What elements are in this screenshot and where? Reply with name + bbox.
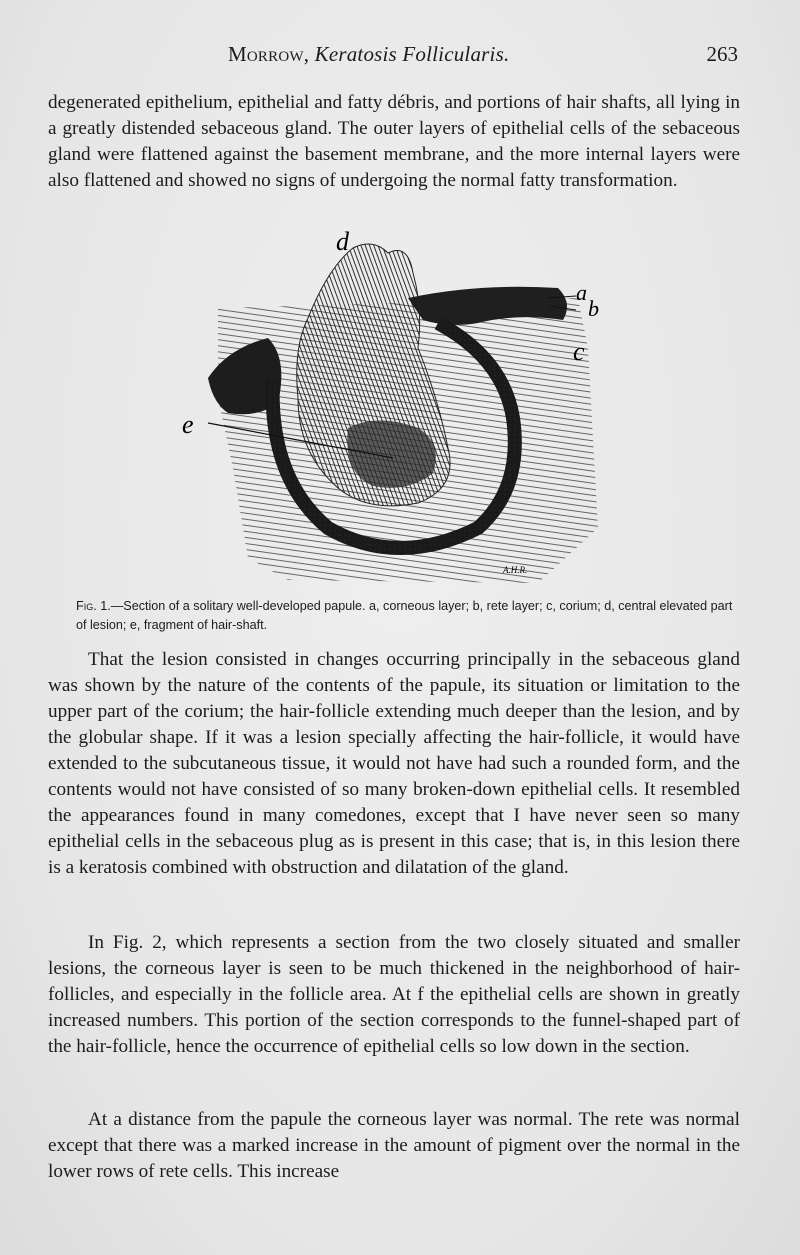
paragraph-2: That the lesion consisted in changes occurring principally in the sebaceous gland was shown by the nature of the contents of the papule, its situation or limitation to the upper part of the corium; the hair-follicle extending much deeper than the lesion, and by the globular shape. If it was a lesion specially affecting the hair-follicle, it would have extended to the subcutaneous tissue, it would not have had such a rounded form, and the contents would not have consisted of so many broken-down epithelial cells. It resembled the appearances found in many comedones, except that I have never seen so many epithelial cells in the sebaceous plug as is present in this case; that is, in this lesion there is a keratosis combined with obstruction and dilatation of the gland. <box>48 649 740 878</box>
figure-1 <box>178 228 618 590</box>
running-title <box>228 42 509 67</box>
figure-label-a: a <box>576 280 587 305</box>
running-head-author: Morrow, <box>228 42 310 66</box>
paragraph-4: At a distance from the papule the corneous layer was normal. The rete was normal except that there was a marked increase in the amount of pigment over the normal in the lower rows of rete cells. This increase <box>48 1109 740 1182</box>
illustrator-signature: A.H.R. <box>503 565 528 575</box>
figure-label-b: b <box>588 296 599 321</box>
figure-label-e: e <box>182 410 194 439</box>
running-head-title: Keratosis Follicularis. <box>314 42 510 66</box>
caption-text: —Section of a solitary well-developed papule. a, corneous layer; b, rete layer; c, corium; d, central elevated part of lesion; e, fragment of hair-shaft. <box>76 599 733 632</box>
running-head <box>48 42 738 74</box>
figure-label-c: c <box>573 337 585 366</box>
figure-label-d: d <box>336 228 349 256</box>
figure-caption <box>76 597 741 635</box>
papule-section-illustration <box>178 228 618 590</box>
paragraph-1: degenerated epithelium, epithelial and fatty débris, and portions of hair shafts, all lying in a greatly distended sebaceous gland. The outer layers of epithelial cells of the sebaceous gland were flattened against the basement membrane, and the more internal layers were also flattened and showed no signs of undergoing the normal fatty transformation. <box>48 92 740 191</box>
paragraph-3: In Fig. 2, which represents a section from the two closely situated and smaller lesions, the corneous layer is seen to be much thickened in the neighborhood of hair-follicles, and especially in the follicle area. At f the epithelial cells are shown in greatly increased numbers. This portion of the section corresponds to the funnel-shaped part of the hair-follicle, hence the occurrence of epithelial cells so low down in the section. <box>48 932 740 1057</box>
page-number: 263 <box>706 42 738 66</box>
caption-figure-label: Fig. 1. <box>76 599 111 613</box>
